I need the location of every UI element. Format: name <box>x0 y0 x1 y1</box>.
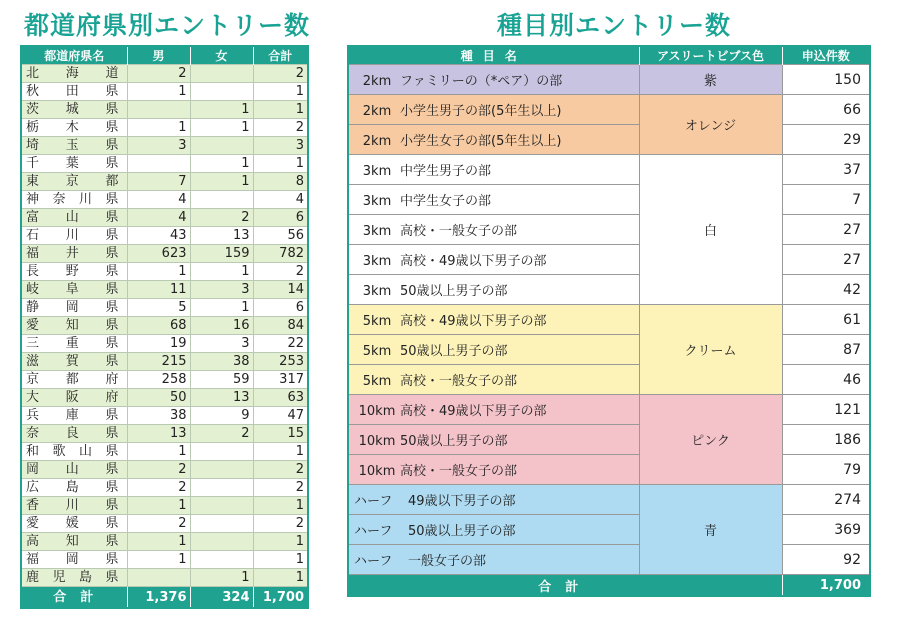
total-count: 3 <box>253 137 308 155</box>
prefecture-row <box>21 245 308 263</box>
event-distance: 5km <box>362 314 392 329</box>
prefecture-name: 滋賀県 <box>21 353 127 371</box>
male-count: 1 <box>127 83 190 101</box>
event-name-cell <box>348 155 639 185</box>
total-count: 63 <box>253 389 308 407</box>
event-distance: ハーフ <box>354 494 393 509</box>
male-count: 4 <box>127 191 190 209</box>
event-distance: 10km <box>358 434 396 449</box>
event-name-cell <box>348 65 639 95</box>
prefecture-row <box>21 515 308 533</box>
female-count: 13 <box>190 227 253 245</box>
event-count: 369 <box>782 515 870 545</box>
total-count: 14 <box>253 281 308 299</box>
female-count <box>190 551 253 569</box>
bib-color-cell: クリーム <box>639 305 782 395</box>
female-count <box>190 83 253 101</box>
prefecture-name: 三重県 <box>21 335 127 353</box>
male-count: 1 <box>127 443 190 461</box>
prefecture-name: 石川県 <box>21 227 127 245</box>
female-count: 1 <box>190 101 253 119</box>
event-row <box>348 305 870 335</box>
female-count <box>190 497 253 515</box>
prefecture-row <box>21 101 308 119</box>
event-row <box>348 455 870 485</box>
prefecture-name: 岡山県 <box>21 461 127 479</box>
male-count: 13 <box>127 425 190 443</box>
event-row <box>348 485 870 515</box>
event-count: 37 <box>782 155 870 185</box>
male-count: 1 <box>127 551 190 569</box>
male-count: 68 <box>127 317 190 335</box>
male-count: 5 <box>127 299 190 317</box>
female-count: 1 <box>190 569 253 587</box>
male-count: 258 <box>127 371 190 389</box>
prefecture-name: 福岡県 <box>21 551 127 569</box>
event-count: 7 <box>782 185 870 215</box>
event-name: 50歳以上男子の部 <box>408 524 516 539</box>
prefecture-row <box>21 227 308 245</box>
prefecture-row <box>21 263 308 281</box>
total-count: 84 <box>253 317 308 335</box>
prefecture-name: 愛媛県 <box>21 515 127 533</box>
female-count: 1 <box>190 263 253 281</box>
header-count: 申込件数 <box>782 46 870 65</box>
event-name: 高校・49歳以下男子の部 <box>400 314 547 329</box>
female-count <box>190 137 253 155</box>
event-row <box>348 395 870 425</box>
prefecture-name: 兵庫県 <box>21 407 127 425</box>
total-count: 1 <box>253 569 308 587</box>
event-total-count: 1,700 <box>782 575 870 597</box>
prefecture-row <box>21 281 308 299</box>
male-count: 2 <box>127 461 190 479</box>
prefecture-name: 岐阜県 <box>21 281 127 299</box>
total-count: 4 <box>253 191 308 209</box>
event-name-cell <box>348 185 639 215</box>
event-name: 中学生男子の部 <box>400 164 492 179</box>
event-distance: 3km <box>362 254 392 269</box>
event-count: 92 <box>782 545 870 575</box>
total-count: 2 <box>253 479 308 497</box>
total-count: 8 <box>253 173 308 191</box>
event-name: 高校・一般女子の部 <box>400 374 518 389</box>
male-count: 43 <box>127 227 190 245</box>
event-name-cell <box>348 395 639 425</box>
event-row <box>348 155 870 185</box>
female-count: 13 <box>190 389 253 407</box>
prefecture-row <box>21 533 308 551</box>
event-distance: ハーフ <box>354 524 393 539</box>
event-count: 274 <box>782 485 870 515</box>
prefecture-row <box>21 479 308 497</box>
event-name: 高校・一般女子の部 <box>400 464 518 479</box>
male-count: 2 <box>127 515 190 533</box>
event-name: 50歳以上男子の部 <box>400 344 508 359</box>
male-count: 215 <box>127 353 190 371</box>
event-name: 高校・一般女子の部 <box>400 224 518 239</box>
event-row <box>348 515 870 545</box>
prefecture-row <box>21 65 308 83</box>
female-count: 9 <box>190 407 253 425</box>
event-count: 186 <box>782 425 870 455</box>
prefecture-row <box>21 389 308 407</box>
prefecture-row <box>21 551 308 569</box>
male-count: 1 <box>127 119 190 137</box>
event-name: 50歳以上男子の部 <box>400 434 508 449</box>
prefecture-row <box>21 461 308 479</box>
event-distance: 3km <box>362 194 392 209</box>
header-event-name: 種目名 <box>348 46 639 65</box>
event-total-label: 合計 <box>348 575 782 597</box>
event-distance: 3km <box>362 164 392 179</box>
total-count: 1 <box>253 497 308 515</box>
prefecture-header-row <box>21 46 308 65</box>
event-name: 一般女子の部 <box>408 554 487 569</box>
event-section-title: 種目別エントリー数 <box>497 11 732 40</box>
header-male: 男 <box>127 46 190 65</box>
event-count: 150 <box>782 65 870 95</box>
event-name: 49歳以下男子の部 <box>408 494 516 509</box>
total-count: 2 <box>253 515 308 533</box>
prefecture-name: 長野県 <box>21 263 127 281</box>
event-name-cell <box>348 455 639 485</box>
prefecture-name: 香川県 <box>21 497 127 515</box>
female-count: 1 <box>190 119 253 137</box>
total-count: 6 <box>253 209 308 227</box>
female-count: 1 <box>190 299 253 317</box>
male-count: 50 <box>127 389 190 407</box>
prefecture-row <box>21 191 308 209</box>
total-count: 22 <box>253 335 308 353</box>
event-row <box>348 365 870 395</box>
event-row <box>348 425 870 455</box>
prefecture-name: 鹿児島県 <box>21 569 127 587</box>
male-count: 1 <box>127 497 190 515</box>
event-name-cell <box>348 485 639 515</box>
prefecture-name: 北海道 <box>21 65 127 83</box>
male-count <box>127 101 190 119</box>
male-count: 3 <box>127 137 190 155</box>
prefecture-name: 福井県 <box>21 245 127 263</box>
prefecture-row <box>21 425 308 443</box>
prefecture-row <box>21 317 308 335</box>
event-row <box>348 215 870 245</box>
prefecture-entry-table <box>20 45 309 609</box>
prefecture-name: 広島県 <box>21 479 127 497</box>
event-name-cell <box>348 245 639 275</box>
prefecture-row <box>21 137 308 155</box>
event-name-cell <box>348 95 639 125</box>
total-count: 1 <box>253 533 308 551</box>
event-count: 121 <box>782 395 870 425</box>
total-label: 合計 <box>21 587 127 609</box>
event-distance: 3km <box>362 224 392 239</box>
male-count: 1 <box>127 533 190 551</box>
prefecture-name: 神奈川県 <box>21 191 127 209</box>
event-distance: 2km <box>362 134 392 149</box>
event-name-cell <box>348 545 639 575</box>
total-count: 1 <box>253 155 308 173</box>
total-all: 1,700 <box>253 587 308 609</box>
prefecture-row <box>21 299 308 317</box>
female-count <box>190 65 253 83</box>
total-male: 1,376 <box>127 587 190 609</box>
prefecture-total-row <box>21 587 308 609</box>
event-header-row <box>348 46 870 65</box>
total-count: 15 <box>253 425 308 443</box>
event-distance: 5km <box>362 374 392 389</box>
bib-color-cell: ピンク <box>639 395 782 485</box>
male-count <box>127 569 190 587</box>
event-name-cell <box>348 125 639 155</box>
bib-color-cell: オレンジ <box>639 95 782 155</box>
female-count: 1 <box>190 155 253 173</box>
bib-color-cell: 紫 <box>639 65 782 95</box>
female-count <box>190 515 253 533</box>
prefecture-row <box>21 443 308 461</box>
event-row <box>348 545 870 575</box>
male-count: 1 <box>127 263 190 281</box>
prefecture-name: 高知県 <box>21 533 127 551</box>
prefecture-name: 大阪府 <box>21 389 127 407</box>
total-count: 2 <box>253 461 308 479</box>
header-bib-color: アスリートビブス色 <box>639 46 782 65</box>
female-count <box>190 479 253 497</box>
event-row <box>348 185 870 215</box>
female-count: 2 <box>190 209 253 227</box>
female-count <box>190 191 253 209</box>
female-count: 3 <box>190 335 253 353</box>
prefecture-name: 茨城県 <box>21 101 127 119</box>
prefecture-row <box>21 83 308 101</box>
event-distance: 2km <box>362 104 392 119</box>
header-female: 女 <box>190 46 253 65</box>
total-count: 1 <box>253 101 308 119</box>
event-row <box>348 335 870 365</box>
male-count: 7 <box>127 173 190 191</box>
female-count: 3 <box>190 281 253 299</box>
event-name-cell <box>348 335 639 365</box>
event-distance: 5km <box>362 344 392 359</box>
female-count: 2 <box>190 425 253 443</box>
total-count: 56 <box>253 227 308 245</box>
prefecture-row <box>21 407 308 425</box>
event-count: 66 <box>782 95 870 125</box>
prefecture-row <box>21 371 308 389</box>
event-name: 中学生女子の部 <box>400 194 492 209</box>
prefecture-row <box>21 119 308 137</box>
event-distance: ハーフ <box>354 554 393 569</box>
female-count <box>190 461 253 479</box>
event-count: 61 <box>782 305 870 335</box>
female-count: 38 <box>190 353 253 371</box>
event-name: 小学生女子の部(5年生以上) <box>400 134 562 149</box>
male-count: 19 <box>127 335 190 353</box>
event-name: 高校・49歳以下男子の部 <box>400 254 547 269</box>
male-count: 38 <box>127 407 190 425</box>
female-count: 16 <box>190 317 253 335</box>
header-total: 合計 <box>253 46 308 65</box>
prefecture-row <box>21 209 308 227</box>
header-prefecture: 都道府県名 <box>21 46 127 65</box>
prefecture-row <box>21 353 308 371</box>
event-row <box>348 245 870 275</box>
bib-color-cell: 青 <box>639 485 782 575</box>
male-count: 4 <box>127 209 190 227</box>
prefecture-name: 栃木県 <box>21 119 127 137</box>
female-count: 59 <box>190 371 253 389</box>
prefecture-name: 京都府 <box>21 371 127 389</box>
male-count: 2 <box>127 65 190 83</box>
total-count: 1 <box>253 443 308 461</box>
prefecture-name: 和歌山県 <box>21 443 127 461</box>
event-distance: 10km <box>358 464 396 479</box>
total-count: 1 <box>253 83 308 101</box>
total-count: 2 <box>253 119 308 137</box>
prefecture-section-title: 都道府県別エントリー数 <box>24 11 311 40</box>
prefecture-name: 富山県 <box>21 209 127 227</box>
prefecture-name: 奈良県 <box>21 425 127 443</box>
male-count: 2 <box>127 479 190 497</box>
event-count: 87 <box>782 335 870 365</box>
event-row <box>348 95 870 125</box>
event-name: 小学生男子の部(5年生以上) <box>400 104 562 119</box>
event-name-cell <box>348 305 639 335</box>
event-count: 42 <box>782 275 870 305</box>
bib-color-cell: 白 <box>639 155 782 305</box>
prefecture-name: 東京都 <box>21 173 127 191</box>
event-count: 79 <box>782 455 870 485</box>
event-name-cell <box>348 215 639 245</box>
event-row <box>348 125 870 155</box>
prefecture-row <box>21 173 308 191</box>
male-count: 623 <box>127 245 190 263</box>
event-count: 27 <box>782 245 870 275</box>
total-count: 782 <box>253 245 308 263</box>
event-name: 高校・49歳以下男子の部 <box>400 404 547 419</box>
event-name-cell <box>348 365 639 395</box>
prefecture-name: 秋田県 <box>21 83 127 101</box>
male-count <box>127 155 190 173</box>
prefecture-name: 埼玉県 <box>21 137 127 155</box>
event-entry-table <box>347 45 871 597</box>
female-count: 159 <box>190 245 253 263</box>
prefecture-name: 千葉県 <box>21 155 127 173</box>
event-count: 29 <box>782 125 870 155</box>
total-count: 317 <box>253 371 308 389</box>
prefecture-row <box>21 155 308 173</box>
total-female: 324 <box>190 587 253 609</box>
female-count <box>190 533 253 551</box>
prefecture-name: 愛知県 <box>21 317 127 335</box>
event-name-cell <box>348 425 639 455</box>
total-count: 2 <box>253 263 308 281</box>
total-count: 2 <box>253 65 308 83</box>
event-name: 50歳以上男子の部 <box>400 284 508 299</box>
total-count: 6 <box>253 299 308 317</box>
prefecture-row <box>21 569 308 587</box>
event-row <box>348 65 870 95</box>
event-name-cell <box>348 275 639 305</box>
female-count <box>190 443 253 461</box>
event-name: ファミリーの（*ペア）の部 <box>400 74 563 89</box>
prefecture-row <box>21 335 308 353</box>
event-distance: 3km <box>362 284 392 299</box>
event-count: 27 <box>782 215 870 245</box>
total-count: 253 <box>253 353 308 371</box>
event-total-row <box>348 575 870 597</box>
total-count: 1 <box>253 551 308 569</box>
female-count: 1 <box>190 173 253 191</box>
total-count: 47 <box>253 407 308 425</box>
prefecture-name: 静岡県 <box>21 299 127 317</box>
event-distance: 10km <box>358 404 396 419</box>
male-count: 11 <box>127 281 190 299</box>
event-distance: 2km <box>362 74 392 89</box>
prefecture-row <box>21 497 308 515</box>
event-row <box>348 275 870 305</box>
event-name-cell <box>348 515 639 545</box>
event-count: 46 <box>782 365 870 395</box>
